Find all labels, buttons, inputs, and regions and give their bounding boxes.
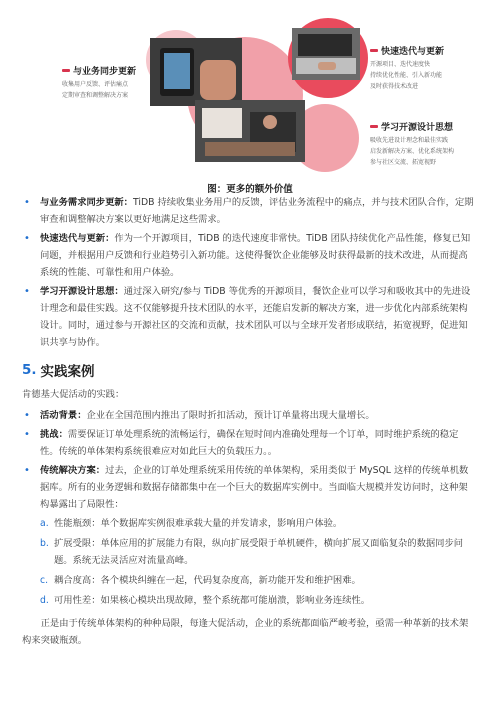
label-title: 学习开源设计思想 [381, 123, 454, 133]
sub-item-text: 耦合度高：各个模块纠缠在一起，代码复杂度高，新功能开发和维护困难。 [54, 575, 361, 586]
figure-caption: 图：更多的额外价值 [207, 184, 293, 195]
section-number: 5. [22, 362, 37, 378]
photo-phone [150, 38, 242, 106]
label-accent-bar [62, 69, 70, 72]
label-desc-line: 启发新解决方案、优化系统架构 [370, 148, 455, 155]
bullet-dot: • [24, 233, 30, 244]
label-desc-line: 参与社区交流、拓宽视野 [370, 159, 437, 166]
label-accent-bar [370, 125, 378, 128]
list-item [22, 194, 476, 228]
sub-list-item [40, 572, 476, 589]
item-text: TiDB 持续收集业务用户的反馈，评估业务流程中的痛点，并与技术团队合作，定期审查和调整解决方案以更好地满足这些需求。 [40, 197, 474, 225]
sub-item-letter: b. [40, 538, 49, 549]
bullet-dot: • [24, 197, 30, 208]
label-desc-line: 及时获得技术改进 [370, 83, 419, 90]
figure-label-iterate [370, 44, 444, 92]
item-text: 作为一个开源项目，TiDB 的迭代速度非常快。TiDB 团队持续优化产品性能，修复已知问题，并根据用户反馈和行业趋势引入新功能。这使得餐饮企业能够及时获得最新的技术改进，从而提高系统的性能、可靠性和用户体验。 [40, 233, 471, 278]
label-title: 快速迭代与更新 [381, 47, 445, 57]
photo-meeting [195, 100, 305, 162]
bullet-dot: • [24, 286, 30, 297]
item-text: 需要保证订单处理系统的流畅运行，确保在短时间内准确处理每一个订单，同时维护系统的稳定性。传统的单体架构系统很难应对如此巨大的负载压力。。 [40, 429, 459, 457]
label-desc-line: 吸收先进设计理念和最佳实践 [370, 137, 449, 144]
list-item [22, 407, 476, 424]
document-body [22, 194, 476, 653]
item-label: 快速迭代与更新： [40, 233, 115, 244]
value-figure [0, 0, 500, 178]
label-desc-line: 持续优化性能、引入新功能 [370, 72, 443, 79]
item-text: 企业在全国范围内推出了限时折扣活动，预计订单量将出现大量增长。 [86, 410, 375, 421]
sub-item-text: 扩展受限：单体应用的扩展能力有限，纵向扩展受限于单机硬件，横向扩展又面临复杂的数据同步问题。系统无法灵活应对流量高峰。 [54, 538, 464, 566]
item-label: 活动背景： [40, 410, 87, 421]
sub-item-text: 可用性差：如果核心模块出现故障，整个系统都可能崩溃，影响业务连续性。 [54, 595, 371, 606]
item-label: 传统解决方案： [40, 465, 106, 476]
label-desc-line: 定期审查和调整解决方案 [62, 92, 129, 99]
item-text: 过去，企业的订单处理系统采用传统的单体架构，采用类似于 MySQL 这样的传统单机数据库。所有的业务逻辑和数据存储都集中在一个巨大的数据库实例中。当面临大规模并发访问时，这种架构暴露出了局限性： [40, 465, 469, 510]
bullet-dot: • [24, 429, 30, 440]
item-label: 挑战： [40, 429, 68, 440]
label-title: 与业务同步更新 [73, 67, 137, 77]
bullet-dot: • [24, 465, 30, 476]
list-item [22, 283, 476, 351]
conclusion-paragraph: 正是由于传统单体架构的种种局限，每逢大促活动，企业的系统都面临严峻考验，亟需一种革新的技术架构来突破瓶颈。 [22, 618, 469, 646]
photo-laptop [292, 28, 360, 80]
intro-paragraph: 肯德基大促活动的实践： [22, 389, 125, 400]
sub-list-item [40, 592, 476, 609]
section-heading [22, 360, 476, 380]
sub-item-letter: c. [40, 575, 49, 586]
label-accent-bar [370, 49, 378, 52]
item-text: 通过深入研究/参与 TiDB 等优秀的开源项目，餐饮企业可以学习和吸收其中的先进设计理念和最佳实践。这不仅能够提升技术团队的水平，还能启发新的解决方案，进一步优化内部系统架构设计。同时，通过参与开源社区的交流和贡献，技术团队可以与全球开发者形成联结，拓宽视野，促进知识共享与协作。 [40, 286, 471, 348]
sub-list-item [40, 535, 476, 569]
item-label: 学习开源设计思想： [40, 286, 124, 297]
label-desc-line: 开源项目、迭代速度快 [370, 61, 431, 68]
list-item [22, 462, 476, 513]
figure-label-sync [62, 64, 136, 101]
bullet-dot: • [24, 410, 30, 421]
label-desc-line: 收集用户反馈、评估痛点 [62, 81, 129, 88]
sub-item-letter: a. [40, 518, 49, 529]
section-title: 实践案例 [40, 364, 95, 380]
list-item [22, 230, 476, 281]
sub-list-item [40, 515, 476, 532]
figure-label-learn [370, 120, 454, 168]
list-item [22, 426, 476, 460]
sub-item-letter: d. [40, 595, 49, 606]
item-label: 与业务需求同步更新： [40, 197, 133, 208]
sub-item-text: 性能瓶颈：单个数据库实例很难承载大量的并发请求，影响用户体验。 [54, 518, 343, 529]
